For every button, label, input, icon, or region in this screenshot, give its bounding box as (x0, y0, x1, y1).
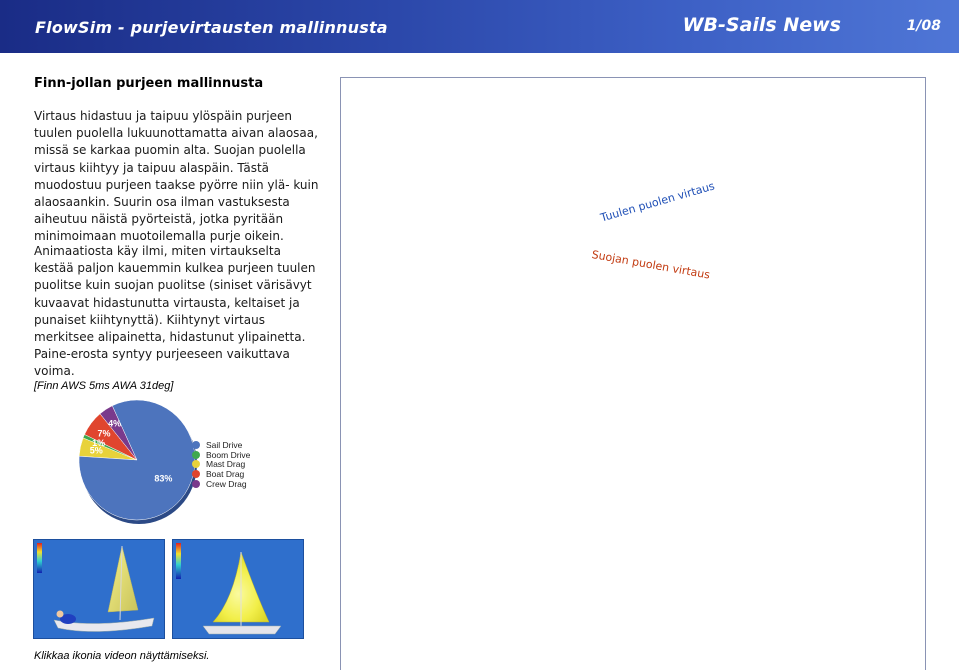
article-paragraph-2: Animaatiosta käy ilmi, miten virtaukselta kestää paljon kauemmin kulkea purjeen tuulen puolitse kuin suojan puolitse (siniset värisävyt kuvaavat hidastunutta virtausta, keltaiset ja punaiset kiihtynyttä). Kiihtynyt virtaus merkitsee alipainetta, hidastunut ylipainetta. Paine-erosta syntyy purjeeseen vaikuttava voima. (34, 244, 316, 379)
legend-swatch (192, 451, 200, 459)
pie-value-label: 5% (89, 445, 103, 456)
legend-swatch (192, 460, 200, 468)
legend-item (192, 450, 250, 460)
legend-item (192, 460, 250, 470)
side-view-video-thumbnail[interactable] (33, 539, 165, 639)
flow-animation-panel[interactable] (340, 77, 926, 670)
legend-label: Mast Drag (206, 459, 246, 470)
page-header (0, 0, 959, 53)
pie-value-label: 1% (92, 437, 106, 448)
simulation-label: [Finn AWS 5ms AWA 31deg] (34, 380, 174, 392)
windward-flow-label: Tuulen puolen virtaus (599, 179, 717, 225)
legend-item (192, 440, 250, 450)
legend-swatch (192, 480, 200, 488)
pie-value-label: 7% (97, 428, 111, 439)
legend-label: Boom Drive (206, 449, 251, 460)
legend-item (192, 479, 250, 489)
video-instructions: Klikkaa ikonia videon näyttämiseksi. (34, 650, 210, 662)
pie-legend (192, 440, 250, 489)
rear-view-video-thumbnail[interactable] (172, 539, 304, 639)
newsletter-name: WB-Sails News (682, 14, 841, 36)
article-paragraph-1: Virtaus hidastuu ja taipuu ylöspäin purjeen tuulen puolella lukuunottamatta aivan alaosaa, missä se karkaa puomin alta. Suojan puolella virtaus kiihtyy ja taipuu alaspäin. Tästä muodostuu purjeen taakse pyörre niin ylä- kuin alaosaankin. Suurin osa ilman vastuksesta aiheutuu näistä pyörteistä, jotka pyritään minimoimaan muotoilemalla purje oikein. (34, 109, 319, 244)
pie-value-label: 83% (154, 473, 173, 484)
legend-label: Sail Drive (206, 439, 243, 450)
article-title: Finn-jollan purjeen mallinnusta (34, 76, 264, 91)
pie-value-label: 4% (108, 418, 122, 429)
legend-swatch (192, 441, 200, 449)
legend-label: Crew Drag (206, 478, 247, 489)
issue-number: 1/08 (906, 18, 941, 34)
legend-item (192, 469, 250, 479)
page-title: FlowSim - purjevirtausten mallinnusta (35, 18, 388, 37)
legend-label: Boat Drag (206, 469, 245, 480)
legend-swatch (192, 470, 200, 478)
leeward-flow-label: Suojan puolen virtaus (590, 248, 711, 282)
